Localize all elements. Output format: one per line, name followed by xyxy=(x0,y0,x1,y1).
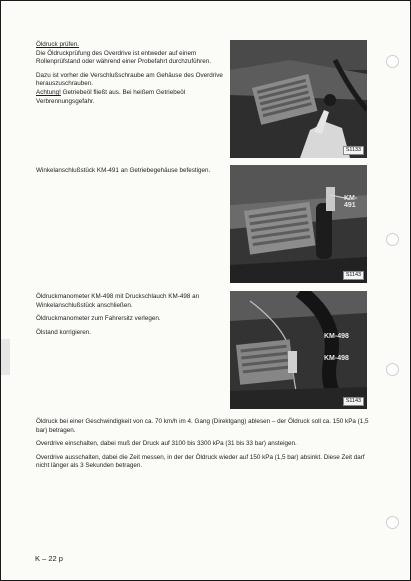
section-pressure-readings xyxy=(36,418,372,471)
photo-reference: S1143 xyxy=(343,271,364,280)
binder-hole xyxy=(386,233,399,246)
instruction-paragraph: Overdrive einschalten, dabei muß der Druck auf 3100 bis 3300 kPa (31 bis 33 bar) ansteigen. xyxy=(36,440,297,448)
instruction-paragraph: Die Öldruckprüfung des Overdrive ist entweder auf einem Rollenprüfstand oder während einer Probefahrt durchzuführen. xyxy=(36,49,212,66)
section-angle-fitting xyxy=(36,167,224,176)
binder-hole xyxy=(386,516,399,529)
tool-label: KM-498 xyxy=(324,333,349,340)
photo-angle-fitting xyxy=(230,165,367,283)
instruction-paragraph: Öldruckmanometer zum Fahrersitz verlegen. xyxy=(36,315,161,323)
section-pressure-gauge xyxy=(36,293,224,337)
tool-label: KM-498 xyxy=(324,355,349,362)
binder-hole xyxy=(386,363,399,376)
section-oil-pressure-check xyxy=(36,41,224,106)
photo-reference: S1143 xyxy=(343,397,364,406)
photo-pressure-hose xyxy=(230,291,367,409)
instruction-paragraph: Winkelanschlußstück KM-491 an Getriebegehäuse befestigen. xyxy=(36,167,211,174)
section-heading: Öldruck prüfen. xyxy=(36,41,80,48)
photo-reference: S1133 xyxy=(343,146,364,155)
warning-label: Achtung! xyxy=(36,88,61,96)
page-number: K – 22 p xyxy=(35,554,63,563)
instruction-paragraph: Ölstand korrigieren. xyxy=(36,328,91,336)
tool-label: KM-491 xyxy=(344,195,358,209)
instruction-paragraph: Öldruckmanometer KM-498 mit Druckschlauch KM-498 an Winkelanschlußstück anschließen. xyxy=(36,293,200,309)
instruction-paragraph: Öldruck bei einer Geschwindigkeit von ca. 70 km/h im 4. Gang (Direktgang) ablesen – der Öldruck soll ca. 150 kPa (1,5 bar) betragen. xyxy=(36,418,369,434)
binder-hole xyxy=(386,55,399,68)
edge-tab-mark xyxy=(1,339,10,375)
photo-overdrive-housing xyxy=(230,40,367,158)
instruction-paragraph: Overdrive ausschalten, dabei die Zeit messen, in der der Öldruck wieder auf 150 kPa (1,5 bar) absinkt. Diese Zeit darf nicht länger als 3 Sekunden betragen. xyxy=(36,453,365,470)
instruction-paragraph: Dazu ist vorher die Verschlußschraube am Gehäuse des Overdrive herauszuschrauben. xyxy=(36,71,223,88)
warning-text: Getriebeöl fließt aus. Bei heißem Getriebeöl Verbrennungsgefahr. xyxy=(36,88,186,105)
